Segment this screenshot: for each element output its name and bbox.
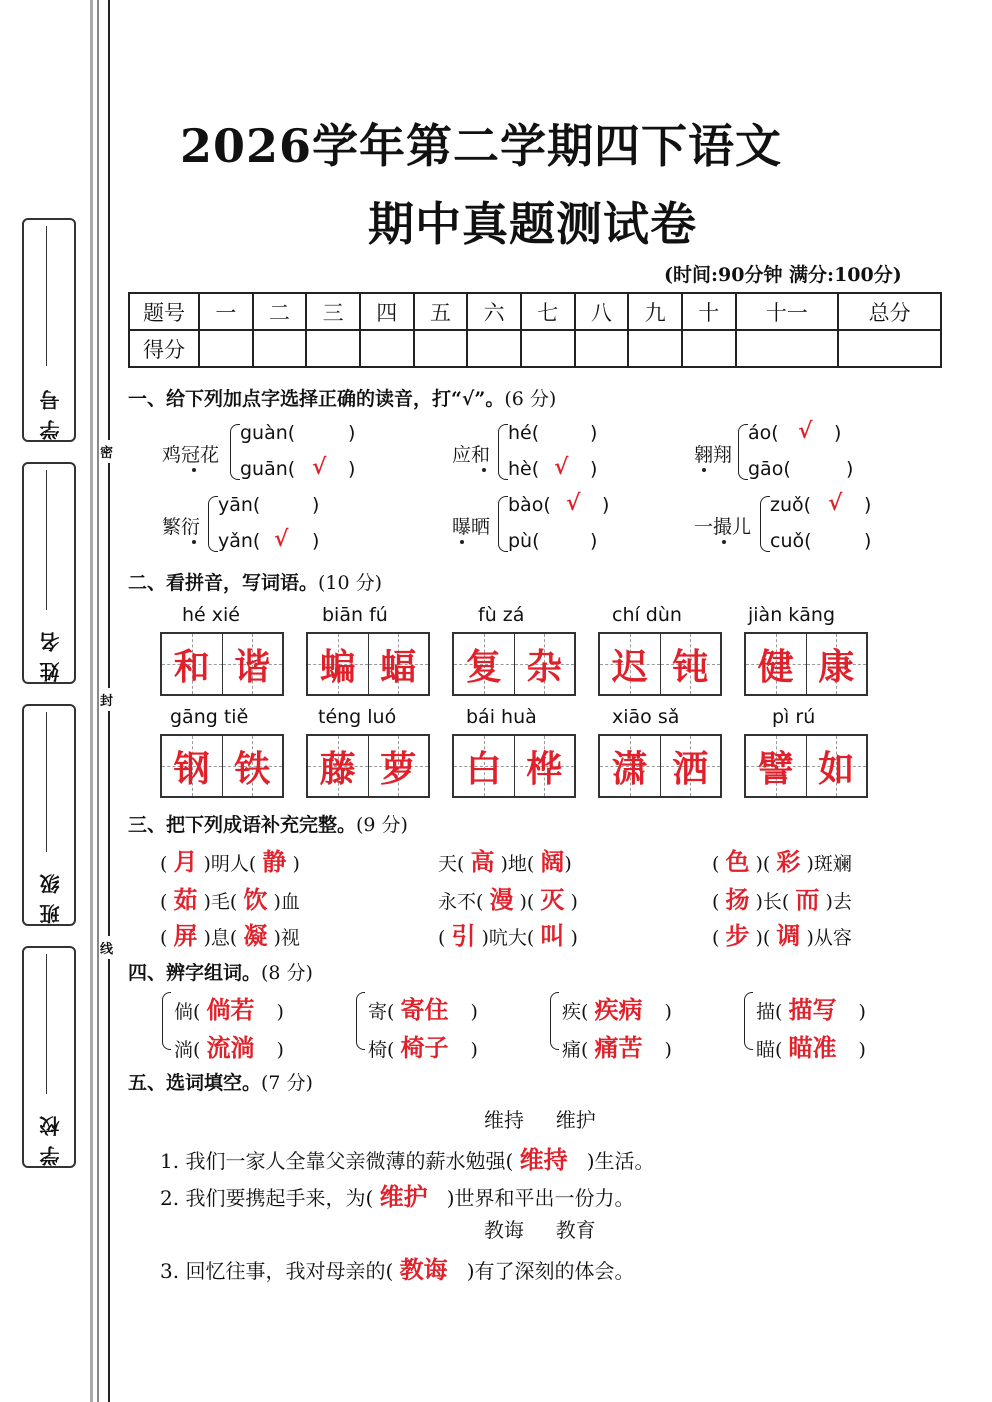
group-answer[interactable]: 倘若 [206, 995, 255, 1024]
pinyin-word: 曝晒 [452, 516, 491, 538]
word-group-2 [356, 990, 526, 1062]
idiom-answer[interactable]: 步 [725, 921, 750, 950]
word-group-row [174, 1028, 284, 1063]
score-cell[interactable] [306, 330, 360, 367]
group-answer[interactable]: 疾病 [594, 995, 643, 1024]
pinyin-word: 应和 [452, 444, 491, 466]
score-col-total: 总分 [838, 293, 941, 330]
close-paren: ) [312, 494, 320, 516]
school-label: 学校 [39, 1106, 63, 1166]
idiom-text: ( [160, 891, 168, 913]
student-id-underline [46, 226, 47, 366]
word-group-row [174, 990, 284, 1025]
close-paren: ) [864, 530, 872, 552]
student-name-label: 姓名 [39, 622, 63, 682]
idiom-item [712, 842, 852, 877]
emphasis-dot [192, 468, 196, 472]
idiom-text: )地( [500, 853, 535, 875]
score-cell[interactable] [199, 330, 253, 367]
score-cell[interactable] [838, 330, 941, 367]
score-table-header-row [129, 293, 941, 330]
idiom-answer[interactable]: 漫 [489, 885, 514, 914]
question-text: 3. 回忆往事，我对母亲的( [160, 1259, 394, 1283]
section5-heading [128, 1068, 313, 1095]
score-col-2: 二 [253, 293, 307, 330]
pinyin-word: 翱翔 [694, 444, 733, 466]
close-paren: ) [602, 494, 610, 516]
check-mark: √ [312, 454, 327, 480]
score-col-1: 一 [199, 293, 253, 330]
idiom-answer[interactable]: 调 [776, 921, 801, 950]
section2-heading [128, 568, 382, 595]
school-underline [46, 954, 47, 1094]
fill-question-2 [160, 1177, 635, 1212]
close-paren: ) [276, 1039, 284, 1061]
close-paren: ) [834, 422, 842, 444]
score-col-5: 五 [414, 293, 468, 330]
student-name-underline [46, 470, 47, 610]
idiom-text: ( [712, 891, 720, 913]
answer-char: 健 [757, 645, 794, 688]
pinyin-option-1[interactable]: guàn( [240, 422, 296, 444]
score-cell[interactable] [414, 330, 468, 367]
pinyin-option-1[interactable]: hé( [508, 422, 540, 444]
score-cell[interactable] [360, 330, 414, 367]
idiom-text: ) [570, 927, 578, 949]
idiom-answer[interactable]: 饮 [243, 885, 268, 914]
idiom-text: )毛( [203, 891, 238, 913]
section4-title: 四、辨字组词。 [128, 962, 262, 984]
word-choices-2: 教诲 教育 [484, 1218, 596, 1242]
idiom-answer[interactable]: 扬 [725, 885, 750, 914]
idiom-answer[interactable]: 茹 [173, 885, 198, 914]
pinyin-prompt: pì rú [772, 706, 816, 728]
emphasis-dot [722, 540, 726, 544]
pinyin-prompt: jiàn kāng [748, 604, 836, 626]
idiom-text: )去 [825, 891, 852, 913]
idiom-answer[interactable]: 高 [470, 847, 495, 876]
check-mark: √ [566, 490, 581, 516]
score-col-4: 四 [360, 293, 414, 330]
brace [760, 496, 770, 552]
seal-mi: 密 [100, 440, 113, 463]
word-choices-1: 维持 维护 [484, 1108, 596, 1132]
answer-char: 白 [465, 747, 502, 790]
pinyin-word: 一撮儿 [694, 516, 752, 538]
section5-points: (7 分) [261, 1072, 313, 1094]
brace [230, 424, 240, 480]
student-id-label: 学号 [39, 380, 63, 440]
word-group-row [756, 1028, 866, 1063]
seal-xian: 线 [100, 936, 113, 959]
answer-char: 迟 [611, 645, 648, 688]
idiom-item [438, 916, 578, 951]
student-id-box [22, 218, 76, 442]
writing-grid[interactable] [598, 734, 722, 798]
score-cell[interactable] [521, 330, 575, 367]
close-paren: ) [312, 530, 320, 552]
idiom-text: 天( [438, 853, 465, 875]
answer-char: 桦 [526, 747, 563, 790]
score-col-9: 九 [628, 293, 682, 330]
idiom-text: )明人( [203, 853, 257, 875]
answer-char: 洒 [672, 747, 709, 790]
idiom-text: ( [160, 853, 168, 875]
group-char: 疾( [562, 1001, 589, 1023]
word-group-4 [744, 990, 914, 1062]
word-group-3 [550, 990, 720, 1062]
check-mark: √ [554, 454, 569, 480]
section5-title: 五、选词填空。 [128, 1072, 262, 1094]
group-answer[interactable]: 痛苦 [594, 1033, 643, 1062]
idiom-answer[interactable]: 叫 [540, 921, 565, 950]
idiom-text: )视 [273, 927, 300, 949]
question-text: )世界和平出一份力。 [446, 1186, 635, 1210]
group-answer[interactable]: 描写 [788, 995, 837, 1024]
word-group-row [562, 990, 672, 1025]
group-char: 淌( [174, 1039, 201, 1061]
score-col-6: 六 [467, 293, 521, 330]
idiom-text: ) [564, 853, 572, 875]
answer-char: 如 [818, 747, 855, 790]
close-paren: ) [664, 1039, 672, 1061]
word-group-row [368, 1028, 478, 1063]
question-text: 2. 我们要携起手来，为( [160, 1186, 374, 1210]
idiom-answer[interactable]: 月 [173, 847, 198, 876]
score-col-10: 十 [682, 293, 736, 330]
score-cell[interactable] [467, 330, 521, 367]
page-title: 2026学年第二学期四下语文 [180, 119, 783, 173]
group-char: 瞄( [756, 1039, 783, 1061]
word-group-1 [162, 990, 332, 1062]
pinyin-question-2 [452, 424, 652, 484]
close-paren: ) [858, 1001, 866, 1023]
pinyin-option-2[interactable]: pù( [508, 530, 540, 552]
section1-points: (6 分) [504, 388, 557, 410]
answer-char: 萝 [380, 747, 417, 790]
group-char: 倘( [174, 1001, 201, 1023]
close-paren: ) [276, 1001, 284, 1023]
idiom-answer[interactable]: 屏 [173, 921, 198, 950]
pinyin-word: 鸡冠花 [162, 444, 220, 466]
pinyin-prompt: chí dùn [612, 604, 682, 626]
idiom-text: )长( [755, 891, 790, 913]
answer-char: 譬 [757, 747, 794, 790]
idiom-answer[interactable]: 灭 [540, 885, 565, 914]
idiom-text: )血 [273, 891, 300, 913]
brace [498, 496, 508, 552]
brace [498, 424, 508, 480]
score-row-label: 得分 [129, 330, 199, 367]
pinyin-word: 繁衍 [162, 516, 201, 538]
idiom-answer[interactable]: 而 [795, 885, 820, 914]
pinyin-option-1[interactable]: áo( [748, 422, 779, 444]
group-answer[interactable]: 瞄准 [788, 1033, 837, 1062]
idiom-text: )斑斓 [806, 853, 852, 875]
word-group-row [562, 1028, 672, 1063]
idiom-answer[interactable]: 阔 [540, 847, 565, 876]
writing-grid[interactable] [160, 632, 284, 696]
section4-points: (8 分) [261, 962, 313, 984]
idiom-item [160, 842, 300, 877]
pinyin-prompt: téng luó [318, 706, 397, 728]
idiom-answer[interactable]: 引 [451, 921, 476, 950]
pinyin-option-2[interactable]: yǎn( [218, 530, 261, 552]
pinyin-prompt: gāng tiě [170, 706, 249, 728]
score-cell[interactable] [253, 330, 307, 367]
class-label: 班级 [39, 864, 63, 924]
pinyin-option-1[interactable]: bào( [508, 494, 551, 516]
idiom-answer[interactable]: 彩 [776, 847, 801, 876]
student-name-box [22, 462, 76, 684]
writing-grid[interactable] [306, 632, 430, 696]
idiom-item [438, 842, 572, 877]
brace [208, 496, 218, 552]
close-paren: ) [470, 1001, 478, 1023]
pinyin-prompt: bái huà [466, 706, 537, 728]
pinyin-question-5 [452, 490, 652, 556]
score-col-11: 十一 [736, 293, 839, 330]
group-answer[interactable]: 流淌 [206, 1033, 255, 1062]
emphasis-dot [460, 540, 464, 544]
writing-grid[interactable] [452, 734, 576, 798]
answer-char: 潇 [611, 747, 648, 790]
brace [162, 992, 171, 1050]
close-paren: ) [590, 530, 598, 552]
page-subtitle: 期中真题测试卷 [368, 197, 697, 251]
fill-question-1 [160, 1140, 655, 1175]
group-char: 椅( [368, 1039, 395, 1061]
answer-char: 钝 [672, 645, 709, 688]
check-mark: √ [828, 490, 843, 516]
idiom-answer[interactable]: 凝 [243, 921, 268, 950]
close-paren: ) [470, 1039, 478, 1061]
fill-answer[interactable]: 教诲 [399, 1255, 448, 1284]
group-answer[interactable]: 寄住 [400, 995, 449, 1024]
word-group-row [368, 990, 478, 1025]
answer-char: 藤 [319, 747, 356, 790]
answer-char: 蝙 [319, 645, 356, 688]
school-box [22, 946, 76, 1168]
answer-char: 谐 [234, 645, 271, 688]
check-mark: √ [798, 418, 813, 444]
idiom-text: ) [570, 891, 578, 913]
idiom-item [438, 880, 578, 915]
idiom-text: 永不( [438, 891, 484, 913]
score-table [128, 292, 942, 368]
class-underline [46, 712, 47, 852]
pinyin-prompt: xiāo sǎ [612, 706, 680, 728]
idiom-text: )吭大( [481, 927, 535, 949]
score-col-7: 七 [521, 293, 575, 330]
pinyin-option-2[interactable]: cuǒ( [770, 530, 812, 552]
pinyin-option-2[interactable]: guān( [240, 458, 296, 480]
score-cell[interactable] [682, 330, 736, 367]
answer-char: 铁 [234, 747, 271, 790]
idiom-item [160, 916, 300, 951]
answer-char: 康 [818, 645, 855, 688]
pinyin-option-2[interactable]: hè( [508, 458, 540, 480]
group-char: 描( [756, 1001, 783, 1023]
close-paren: ) [846, 458, 854, 480]
writing-grid[interactable] [452, 632, 576, 696]
brace [738, 424, 748, 480]
idiom-text: ( [438, 927, 446, 949]
writing-grid[interactable] [744, 632, 868, 696]
answer-char: 钢 [173, 747, 210, 790]
section2-title: 二、看拼音，写词语。 [128, 572, 319, 594]
idiom-item [160, 880, 300, 915]
pinyin-question-6 [694, 490, 894, 556]
pinyin-option-1[interactable]: zuǒ( [770, 494, 812, 516]
score-cell[interactable] [628, 330, 682, 367]
fill-answer[interactable]: 维护 [379, 1182, 428, 1211]
answer-char: 蝠 [380, 645, 417, 688]
section4-heading [128, 958, 313, 985]
pinyin-question-1 [162, 424, 402, 484]
question-text: )有了深刻的体会。 [466, 1259, 635, 1283]
score-cell[interactable] [736, 330, 839, 367]
section3-heading [128, 810, 408, 837]
close-paren: ) [858, 1039, 866, 1061]
idiom-text: )息( [203, 927, 238, 949]
group-answer[interactable]: 椅子 [400, 1033, 449, 1062]
check-mark: √ [274, 526, 289, 552]
score-table-score-row [129, 330, 941, 367]
writing-grid[interactable] [744, 734, 868, 798]
binding-line-2 [97, 0, 99, 1402]
word-group-row [756, 990, 866, 1025]
writing-grid[interactable] [598, 632, 722, 696]
section2-points: (10 分) [318, 572, 383, 594]
score-header-label: 题号 [129, 293, 199, 330]
emphasis-dot [482, 468, 486, 472]
question-text: )生活。 [586, 1149, 655, 1173]
group-char: 寄( [368, 1001, 395, 1023]
idiom-item [712, 916, 852, 951]
writing-grid[interactable] [160, 734, 284, 798]
brace [744, 992, 753, 1050]
close-paren: ) [348, 422, 356, 444]
section1-title: 一、给下列加点字选择正确的读音，打“√”。 [128, 388, 505, 410]
answer-char: 杂 [526, 645, 563, 688]
idiom-answer[interactable]: 色 [725, 847, 750, 876]
fill-question-3 [160, 1250, 635, 1285]
writing-grid[interactable] [306, 734, 430, 798]
section3-points: (9 分) [356, 814, 408, 836]
pinyin-option-1[interactable]: yān( [218, 494, 261, 516]
binding-line-1 [90, 0, 93, 1402]
idiom-text: ( [160, 927, 168, 949]
class-box [22, 704, 76, 926]
close-paren: ) [864, 494, 872, 516]
time-info: (时间:90分钟 满分:100分) [664, 264, 902, 286]
idiom-text: ) [292, 853, 300, 875]
idiom-text: )( [755, 927, 771, 949]
brace [550, 992, 559, 1050]
pinyin-prompt: biān fú [322, 604, 388, 626]
emphasis-dot [702, 468, 706, 472]
pinyin-option-2[interactable]: gāo( [748, 458, 791, 480]
fill-answer[interactable]: 维持 [519, 1145, 568, 1174]
idiom-answer[interactable]: 静 [262, 847, 287, 876]
close-paren: ) [590, 458, 598, 480]
close-paren: ) [348, 458, 356, 480]
section3-title: 三、把下列成语补充完整。 [128, 814, 357, 836]
score-cell[interactable] [575, 330, 629, 367]
idiom-item [712, 880, 852, 915]
close-paren: ) [664, 1001, 672, 1023]
group-char: 痛( [562, 1039, 589, 1061]
idiom-text: )( [755, 853, 771, 875]
question-text: 1. 我们一家人全靠父亲微薄的薪水勉强( [160, 1149, 514, 1173]
answer-char: 和 [173, 645, 210, 688]
emphasis-dot [192, 540, 196, 544]
pinyin-question-3 [694, 418, 894, 484]
answer-char: 复 [465, 645, 502, 688]
idiom-text: ( [712, 927, 720, 949]
score-col-8: 八 [575, 293, 629, 330]
idiom-text: ( [712, 853, 720, 875]
brace [356, 992, 365, 1050]
score-col-3: 三 [306, 293, 360, 330]
close-paren: ) [590, 422, 598, 444]
pinyin-prompt: hé xié [182, 604, 240, 626]
pinyin-prompt: fù zá [478, 604, 525, 626]
idiom-text: )( [519, 891, 535, 913]
section1-heading [128, 384, 556, 411]
idiom-text: )从容 [806, 927, 852, 949]
seal-feng: 封 [100, 688, 113, 711]
pinyin-question-4 [162, 496, 362, 556]
